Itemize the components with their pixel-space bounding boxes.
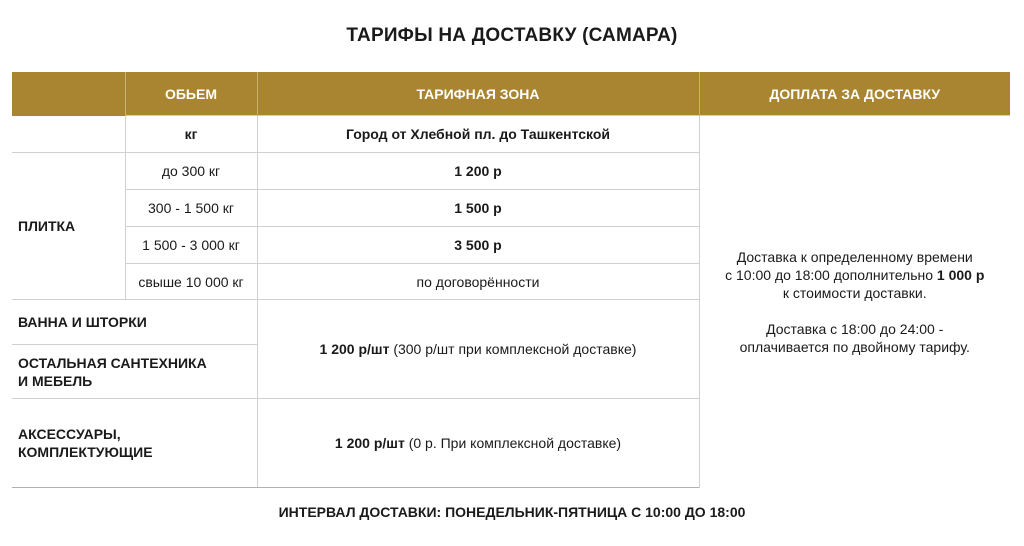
price-cell-accessories [257,399,699,488]
tariff-table [12,72,1010,488]
price-cell: по договорённости [257,264,699,300]
zone-label: Город от Хлебной пл. до Ташкентской [257,116,699,153]
header-tariff-zone: ТАРИФНАЯ ЗОНА [257,72,699,116]
price-cell: 3 500 р [257,227,699,264]
category-label-line: ОСТАЛЬНАЯ САНТЕХНИКА [18,354,207,371]
category-label-line: АКСЕССУАРЫ, [18,426,121,442]
category-label-line: И МЕБЕЛЬ [18,372,93,389]
category-accessories [12,399,257,488]
category-tile: ПЛИТКА [12,153,125,300]
subheader-row [12,116,1010,153]
price-cell: 1 200 р [257,153,699,190]
subheader-empty-cell [12,116,125,153]
price-amount: 1 200 р/шт [319,341,390,357]
price-note: (0 р. При комплексной доставке) [404,435,622,451]
note-line: Доставка с 18:00 до 24:00 - [766,320,944,337]
note-paragraph-evening [700,320,1011,356]
note-line: оплачивается по двойному тарифу. [739,338,970,355]
note-surcharge-amount: 1 000 р [936,266,985,283]
weight-cell: 1 500 - 3 000 кг [125,227,257,264]
weight-cell: 300 - 1 500 кг [125,190,257,227]
table-header-row [12,72,1010,116]
price-amount: 1 200 р/шт [334,435,405,451]
price-note: (300 р/шт при комплексной доставке) [389,341,637,357]
category-plumbing [12,345,257,399]
note-line: к стоимости доставки. [782,284,927,301]
price-cell: 1 500 р [257,190,699,227]
category-bath: ВАННА И ШТОРКИ [12,300,257,345]
weight-cell: свыше 10 000 кг [125,264,257,300]
page-title: ТАРИФЫ НА ДОСТАВКУ (САМАРА) [346,25,678,46]
delivery-interval-footer: ИНТЕРВАЛ ДОСТАВКИ: ПОНЕДЕЛЬНИК-ПЯТНИЦА С 10:00 ДО 18:00 [278,504,746,520]
unit-label: кг [125,116,257,153]
weight-cell: до 300 кг [125,153,257,190]
note-line: с 10:00 до 18:00 дополнительно [725,266,937,283]
note-paragraph-time [700,248,1011,302]
header-surcharge: ДОПЛАТА ЗА ДОСТАВКУ [699,72,1010,116]
header-empty-cell [12,72,125,116]
price-cell-plumbing [257,300,699,399]
category-label-line: КОМПЛЕКТУЮЩИЕ [18,444,153,460]
surcharge-note [699,116,1010,488]
note-line: Доставка к определенному времени [736,248,973,265]
header-volume: ОБЬЕМ [125,72,257,116]
